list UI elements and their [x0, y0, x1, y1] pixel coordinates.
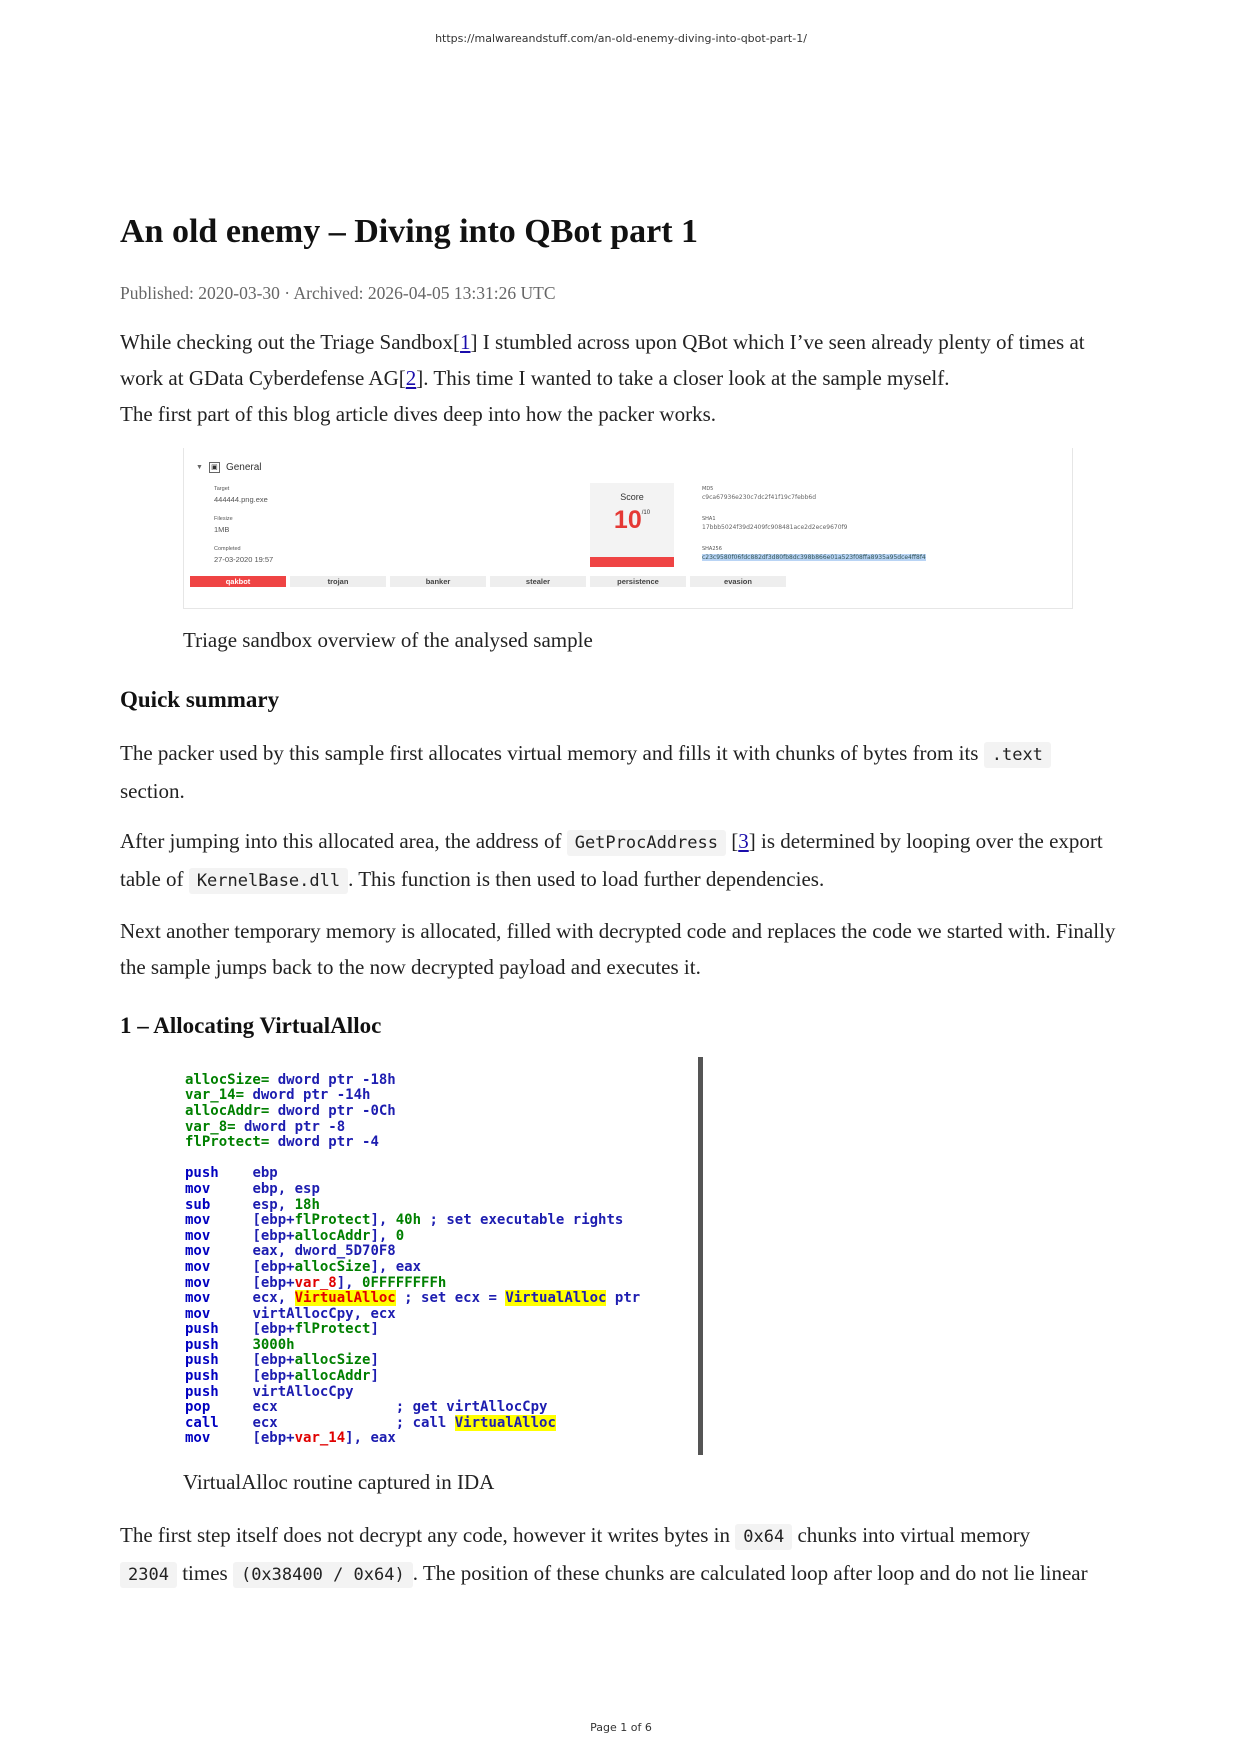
- collapse-chevron-icon: ▼: [196, 463, 203, 471]
- completed-value: 27-03-2020 19:57: [214, 554, 274, 564]
- target-field: [214, 486, 268, 504]
- general-section-header: [196, 462, 262, 473]
- figure-caption-ida: VirtualAlloc routine captured in IDA: [183, 1469, 495, 1494]
- article-title: An old enemy – Diving into QBot part 1: [120, 213, 699, 250]
- ida-code-figure: [183, 1057, 703, 1455]
- summary-paragraph-3: Next another temporary memory is allocated, filled with decrypted code and replaces the code we started with. Finally the sample jumps back to the now decrypted payload and executes it.: [120, 918, 1116, 979]
- sha1-field: [702, 516, 847, 531]
- filesize-label: Filesize: [214, 515, 233, 522]
- tag-item: banker: [390, 576, 486, 587]
- filesize-field: [214, 516, 233, 534]
- intro-paragraph: [120, 324, 1130, 432]
- triage-overview-figure: [183, 448, 1073, 609]
- completed-label: Completed: [214, 545, 241, 552]
- code-getprocaddress: GetProcAddress: [567, 830, 726, 856]
- general-icon: ▣: [209, 462, 220, 473]
- code-text-section: .text: [984, 742, 1051, 768]
- score-max: /10: [641, 509, 651, 516]
- tag-item: stealer: [490, 576, 586, 587]
- sha256-value: c23c9580f06fdc882df3d80fb8dc398b866e01a523f08ffa8935a95dce4ff8f4: [702, 553, 926, 561]
- section-1-paragraph: The first step itself does not decrypt any code, however it writes bytes in 0x64 chunks into virtual memory 2304 times (0x38400 / 0x64) . The position of these chunks are calculated loop after loop and do not lie linear: [120, 1517, 1130, 1593]
- general-label: General: [225, 461, 262, 473]
- md5-value: c9ca67936e230c7dc2f41f19c7febb6d: [702, 493, 817, 501]
- sha1-label: SHA1: [702, 515, 716, 522]
- section-1-heading: 1 – Allocating VirtualAlloc: [120, 1012, 382, 1038]
- tag-item: evasion: [690, 576, 786, 587]
- filesize-value: 1MB: [214, 524, 230, 534]
- code-kernelbase: KernelBase.dll: [189, 868, 348, 894]
- page-number: Page 1 of 6: [590, 1721, 652, 1734]
- tag-item: trojan: [290, 576, 386, 587]
- summary-paragraph-1: The packer used by this sample first allocates virtual memory and fills it with chunks of bytes from its .text section.: [120, 735, 1130, 809]
- reference-link-2[interactable]: 2: [405, 365, 417, 390]
- sha256-field: [702, 546, 926, 561]
- article-meta: Published: 2020-03-30 · Archived: 2026-04-05 13:31:26 UTC: [120, 282, 556, 303]
- score-value: $10^{/10}$: [613, 505, 651, 534]
- score-label: Score: [620, 491, 644, 502]
- sha1-value: 17bbb5024f39d2409fc908481ace2d2ece9670f9: [702, 523, 848, 531]
- intro-text-3: ]. This time I wanted to take a closer look at the sample myself.: [416, 365, 950, 390]
- ida-scrollbar-edge: [698, 1057, 703, 1455]
- quick-summary-heading: Quick summary: [120, 686, 280, 712]
- completed-field: [214, 546, 273, 564]
- code-division: (0x38400 / 0x64): [233, 1562, 413, 1588]
- score-box: [590, 483, 674, 567]
- target-label: Target: [214, 485, 230, 492]
- intro-text-line2: The first part of this blog article dives deep into how the packer works.: [120, 401, 716, 426]
- target-value: 444444.png.exe: [214, 494, 268, 504]
- tag-item: qakbot: [190, 576, 286, 587]
- sha256-label: SHA256: [702, 545, 722, 552]
- figure-caption-triage: Triage sandbox overview of the analysed sample: [183, 627, 593, 652]
- md5-label: MD5: [702, 485, 714, 492]
- reference-link-1[interactable]: 1: [460, 329, 471, 354]
- md5-field: [702, 486, 816, 501]
- article: [120, 212, 1130, 1593]
- code-iterations: 2304: [120, 1562, 177, 1588]
- score-bar: [590, 557, 674, 567]
- page-url: https://malwareandstuff.com/an-old-enemy-diving-into-qbot-part-1/: [435, 32, 807, 45]
- tag-item: persistence: [590, 576, 686, 587]
- summary-paragraph-2: After jumping into this allocated area, the address of GetProcAddress [3] is determined by looping over the export table of KernelBase.dll . This function is then used to load further dependencies.: [120, 823, 1130, 899]
- ida-listing: allocSize= dword ptr -18h var_14= dword ptr -14h allocAddr= dword ptr -0Ch var_8= dword ptr -8 flProtect= dword ptr -4 push ebp mov ebp, esp sub esp, 18h mov [ebp+flProtect], 40h ; set executable rights mov [ebp+allocAddr], 0 mov eax, dword_5D70F8 mov [ebp+allocSize], eax mov [ebp+var_8], 0FFFFFFFFh mov ecx, VirtualAlloc ; set ecx = VirtualAlloc ptr mov virtAllocCpy, ecx push [ebp+flProtect] push 3000h push [ebp+allocSize] push [ebp+allocAddr] push virtAllocCpy pop ecx ; get virtAllocCpy call ecx ; call VirtualAlloc mov [ebp+var_14], eax: [185, 1071, 641, 1447]
- intro-text-2: ] I stumbled across upon QBot which I’ve seen already plenty of times at work at GData Cyberdefense AG[: [120, 329, 1085, 390]
- tag-list: [190, 576, 786, 587]
- reference-link-3[interactable]: 3: [738, 828, 749, 853]
- intro-text-1: While checking out the Triage Sandbox[: [120, 329, 461, 354]
- code-chunk-size: 0x64: [735, 1524, 792, 1550]
